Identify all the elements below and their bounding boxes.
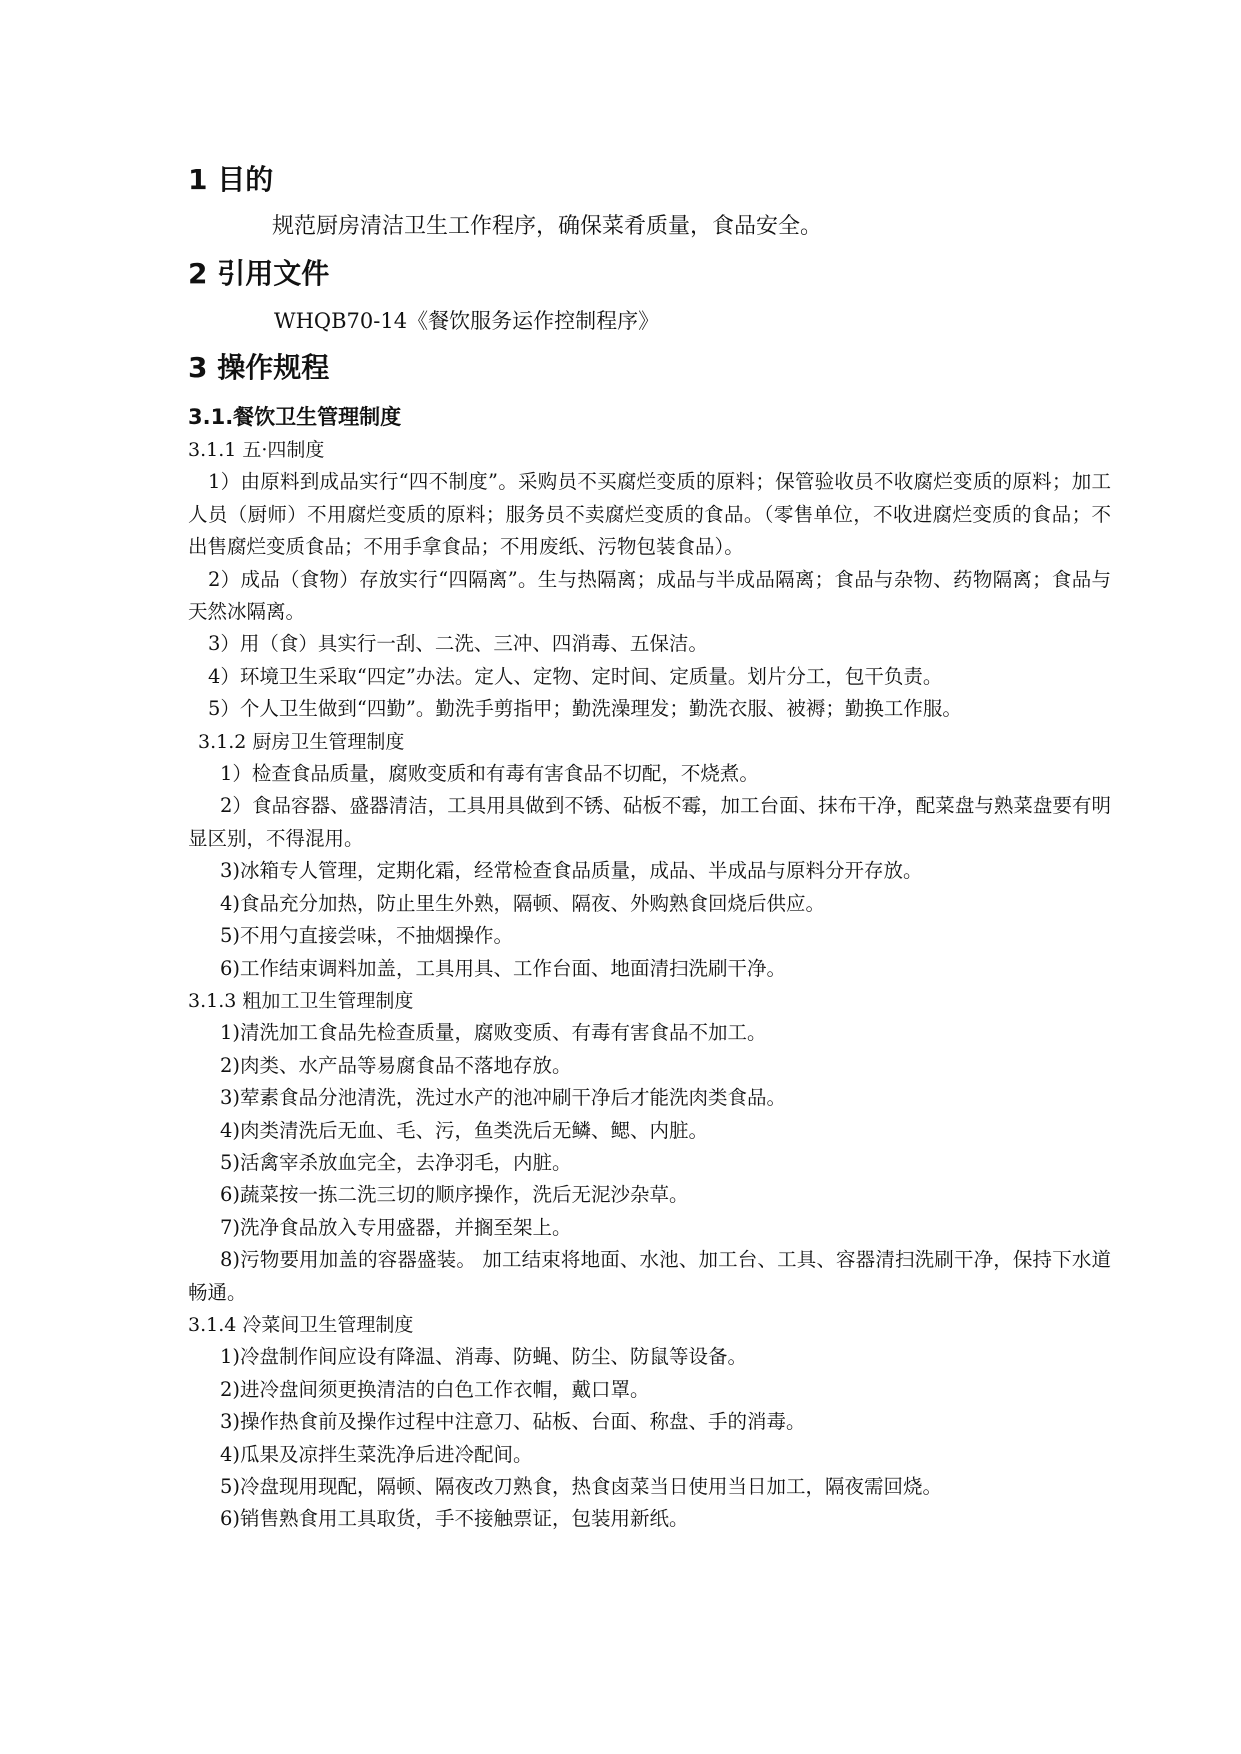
list-item: 5)活禽宰杀放血完全，去净羽毛，内脏。 (220, 1150, 572, 1174)
list-item: 3)冰箱专人管理，定期化霜，经常检查食品质量，成品、半成品与原料分开存放。 (220, 859, 923, 883)
subsection-3-1-2-list (188, 758, 1111, 985)
section-2-title: 2 引用文件 (188, 257, 330, 290)
list-item: 7)洗净食品放入专用盛器，并搁至架上。 (220, 1215, 572, 1239)
list-item: 1)清洗加工食品先检查质量，腐败变质、有毒有害食品不加工。 (220, 1021, 767, 1045)
list-item: 4)食品充分加热，防止里生外熟，隔顿、隔夜、外购熟食回烧后供应。 (220, 891, 826, 915)
section-2-body: WHQB70-14《餐饮服务运作控制程序》 (274, 309, 660, 333)
list-item: 6)销售熟食用工具取货，手不接触票证，包装用新纸。 (220, 1507, 689, 1531)
list-item: 1)冷盘制作间应设有降温、消毒、防蝇、防尘、防鼠等设备。 (220, 1345, 748, 1369)
list-item: 3)操作热食前及操作过程中注意刀、砧板、台面、称盘、手的消毒。 (220, 1410, 806, 1434)
list-item: 4)瓜果及凉拌生菜洗净后进冷配间。 (220, 1442, 533, 1466)
list-item: 5)不用勺直接尝味，不抽烟操作。 (220, 924, 514, 948)
list-item: 2）成品（食物）存放实行“四隔离”。生与热隔离；成品与半成品隔离；食品与杂物、药物隔离；食品与天然冰隔离。 (188, 567, 1111, 624)
section-3-title: 3 操作规程 (188, 351, 330, 384)
list-item: 2)肉类、水产品等易腐食品不落地存放。 (220, 1053, 572, 1077)
subsection-3-1-3-list (188, 1017, 1111, 1309)
subsection-3-1-title: 3.1.餐饮卫生管理制度 (188, 405, 402, 429)
subsection-3-1-1-list (188, 466, 1111, 725)
subsection-3-1-2-title: 3.1.2 厨房卫生管理制度 (198, 730, 405, 753)
list-item: 8)污物要用加盖的容器盛装。 加工结束将地面、水池、加工台、工具、容器清扫洗刷干净，保持下水道畅通。 (188, 1248, 1111, 1304)
list-item: 5)冷盘现用现配，隔顿、隔夜改刀熟食，热食卤菜当日使用当日加工，隔夜需回烧。 (220, 1475, 943, 1498)
subsection-3-1-3-title: 3.1.3 粗加工卫生管理制度 (188, 989, 414, 1012)
subsection-3-1-1-title: 3.1.1 五·四制度 (188, 439, 325, 461)
list-item: 4)肉类清洗后无血、毛、污，鱼类洗后无鳞、鳃、内脏。 (220, 1118, 709, 1142)
section-1-body: 规范厨房清洁卫生工作程序，确保菜肴质量，食品安全。 (272, 214, 823, 239)
list-item: 2）食品容器、盛器清洁，工具用具做到不锈、砧板不霉，加工台面、抹布干净，配菜盘与熟菜盘要有明显区别，不得混用。 (188, 794, 1111, 850)
list-item: 1）检查食品质量，腐败变质和有毒有害食品不切配，不烧煮。 (220, 762, 759, 786)
list-item: 6)蔬菜按一拣二洗三切的顺序操作，洗后无泥沙杂草。 (220, 1183, 689, 1207)
list-item: 2)进冷盘间须更换清洁的白色工作衣帽，戴口罩。 (220, 1377, 650, 1401)
list-item: 4）环境卫生采取“四定”办法。定人、定物、定时间、定质量。划片分工，包干负责。 (208, 664, 943, 688)
list-item: 5）个人卫生做到“四勤”。勤洗手剪指甲；勤洗澡理发；勤洗衣服、被褥；勤换工作服。 (208, 697, 962, 721)
list-item: 3)荤素食品分池清洗，洗过水产的池冲刷干净后才能洗肉类食品。 (220, 1086, 787, 1110)
section-1-title: 1 目的 (188, 163, 274, 196)
list-item: 6)工作结束调料加盖，工具用具、工作台面、地面清扫洗刷干净。 (220, 956, 787, 980)
subsection-3-1-4-list (188, 1341, 1111, 1535)
subsection-3-1-4-title: 3.1.4 冷菜间卫生管理制度 (188, 1313, 414, 1336)
list-item: 3）用（食）具实行一刮、二洗、三冲、四消毒、五保洁。 (208, 632, 708, 656)
list-item: 1）由原料到成品实行“四不制度”。采购员不买腐烂变质的原料；保管验收员不收腐烂变质的原料；加工人员（厨师）不用腐烂变质的原料；服务员不卖腐烂变质的食品。（零售单位，不收进腐烂变质的食品；不出售腐烂变质食品；不用手拿食品；不用废纸、污物包装食品）。 (188, 470, 1111, 559)
